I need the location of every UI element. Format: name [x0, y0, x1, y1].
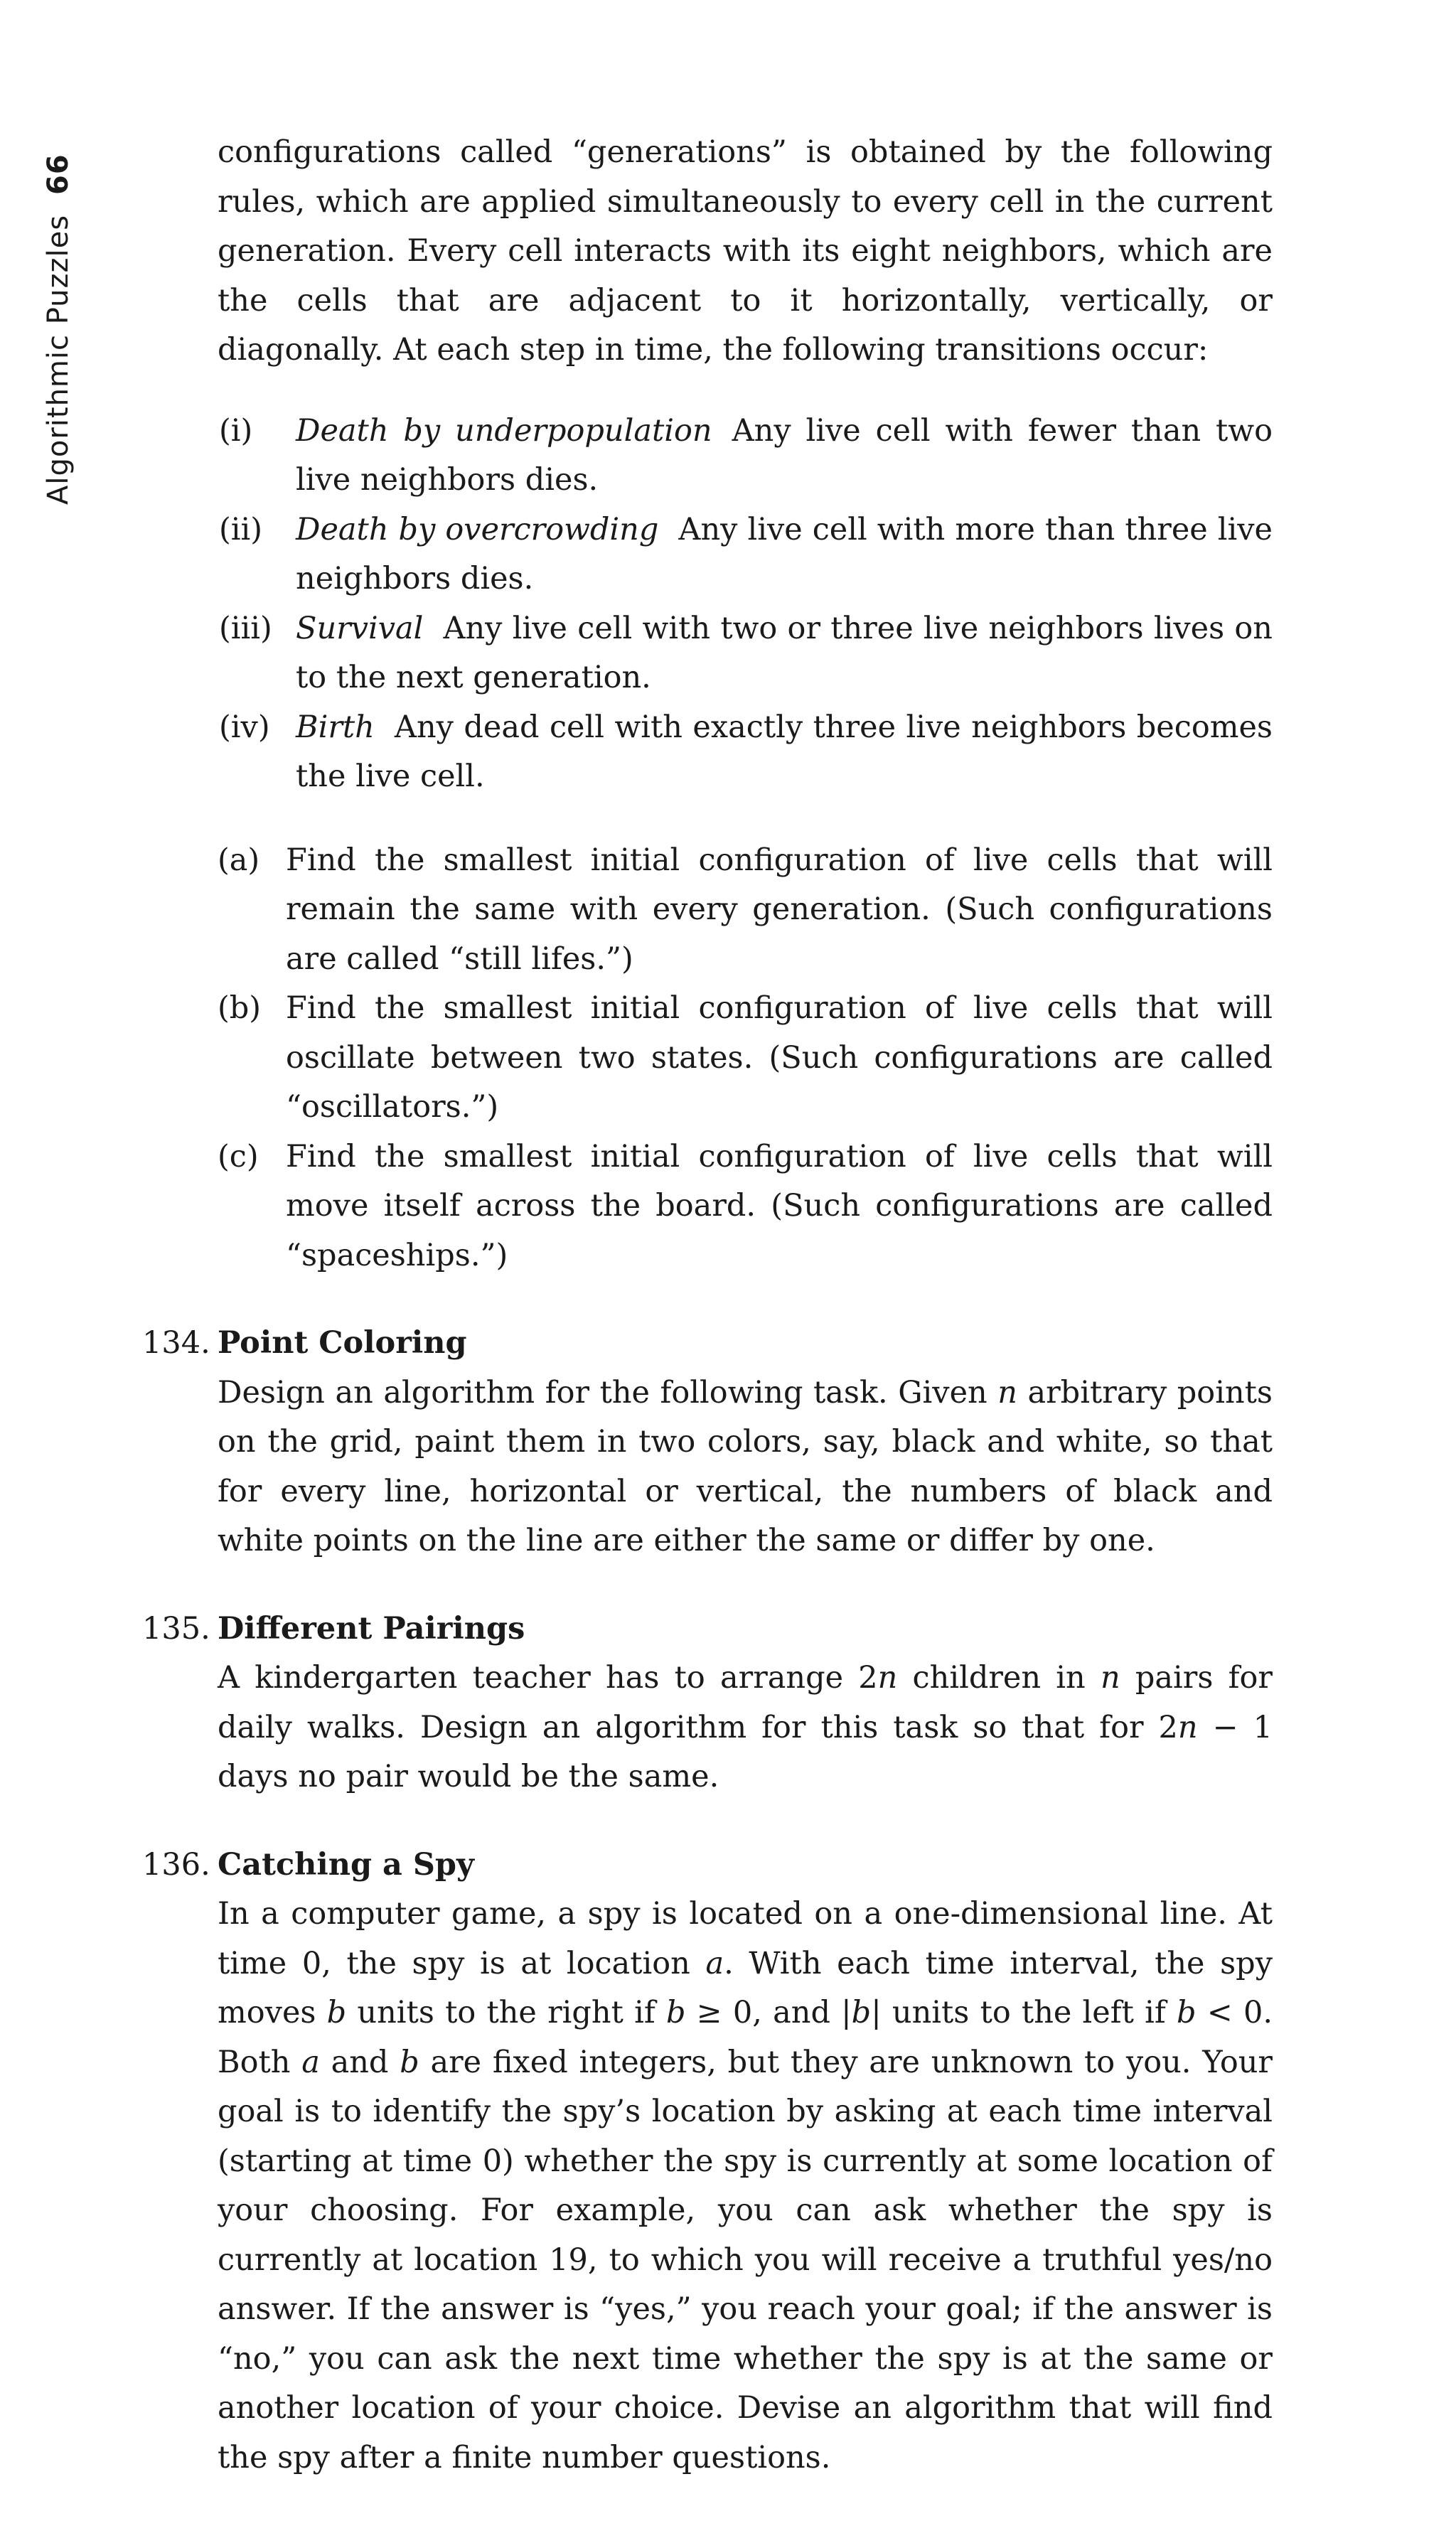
rule-text: Any live cell with fewer than two live neighbors dies.: [296, 412, 1273, 498]
rule-item: [218, 505, 1273, 604]
problem-134: [142, 1319, 1273, 1566]
running-head: [34, 135, 77, 505]
intro-paragraph: configurations called “generations” is obtained by the following rules, which are applied simultaneously to every cell in the current generation. Every cell interacts with its eight neighbors, which are the cells that are adjacent to it horizontally, vertically, or diagonally. At each step in time, the following transitions occur:: [218, 134, 1273, 368]
problem-number: 135.: [142, 1610, 210, 1647]
subpart-text: Find the smallest initial configuration of live cells that will move itself across the board. (Such configurations are called “spaceships.”): [286, 1138, 1273, 1273]
problem-body: A kindergarten teacher has to arrange 2n children in n pairs for daily walks. Design an algorithm for this task so that for 2n − 1 days no pair would be the same.: [218, 1660, 1273, 1794]
problem-body: In a computer game, a spy is located on a one-dimensional line. At time 0, the spy is at location a. With each time interval, the spy moves b units to the right if b ≥ 0, and |b| units to the left if b < 0. Both a and b are fixed integers, but they are unknown to you. Your goal is to identify the spy’s location by asking at each time interval (starting at time 0) whether the spy is currently at some location of your choosing. For example, you can ask whether the spy is currently at location 19, to which you will receive a truthful yes/no answer. If the answer is “yes,” you reach your goal; if the answer is “no,” you can ask the next time whether the spy is at the same or another location of your choice. Devise an algorithm that will find the spy after a finite number questions.: [218, 1896, 1273, 2475]
subpart-item: [218, 1133, 1273, 1281]
subpart-text: Find the smallest initial configuration of live cells that will remain the same with every generation. (Such configurations are called “still lifes.”): [286, 842, 1273, 977]
subpart-item: [218, 836, 1273, 985]
rule-label: (iii): [219, 610, 272, 646]
problem-136: [142, 1841, 1273, 2483]
rule-name: Birth: [296, 709, 375, 745]
book-title: Algorithmic Puzzles: [42, 214, 75, 505]
rule-name: Survival: [296, 610, 424, 646]
problem-title: Catching a Spy: [218, 1846, 474, 1883]
problem-title: Different Pairings: [218, 1610, 525, 1647]
rule-text: Any live cell with more than three live neighbors dies.: [296, 511, 1273, 596]
subpart-text: Find the smallest initial configuration of live cells that will oscillate between two states. (Such configurations are called “oscillators.”): [286, 990, 1273, 1125]
rule-label: (iv): [219, 709, 270, 745]
rule-label: (i): [219, 412, 253, 449]
rule-item: [218, 703, 1273, 802]
subparts-list: [218, 836, 1273, 1281]
problem-body: Design an algorithm for the following task. Given n arbitrary points on the grid, paint them in two colors, say, black and white, so that for every line, horizontal or vertical, the numbers of black and white points on the line are either the same or differ by one.: [218, 1374, 1273, 1558]
rule-item: [218, 407, 1273, 505]
page-content: [142, 128, 1273, 2483]
subpart-label: (a): [218, 842, 260, 878]
page-number: 66: [42, 154, 75, 195]
rule-label: (ii): [219, 511, 263, 547]
rule-item: [218, 604, 1273, 703]
rule-text: Any live cell with two or three live neighbors lives on to the next generation.: [296, 610, 1273, 695]
subpart-label: (b): [218, 990, 262, 1026]
running-head-text: [40, 154, 77, 505]
rule-text: Any dead cell with exactly three live neighbors becomes the live cell.: [296, 709, 1273, 794]
rules-list: [218, 407, 1273, 802]
rule-name: Death by overcrowding: [296, 511, 659, 547]
rule-name: Death by underpopulation: [296, 412, 712, 449]
problem-135: [142, 1605, 1273, 1802]
problem-number: 134.: [142, 1325, 210, 1361]
problem-number: 136.: [142, 1846, 210, 1883]
problem-title: Point Coloring: [218, 1325, 467, 1361]
subpart-item: [218, 984, 1273, 1133]
subpart-label: (c): [218, 1138, 259, 1174]
